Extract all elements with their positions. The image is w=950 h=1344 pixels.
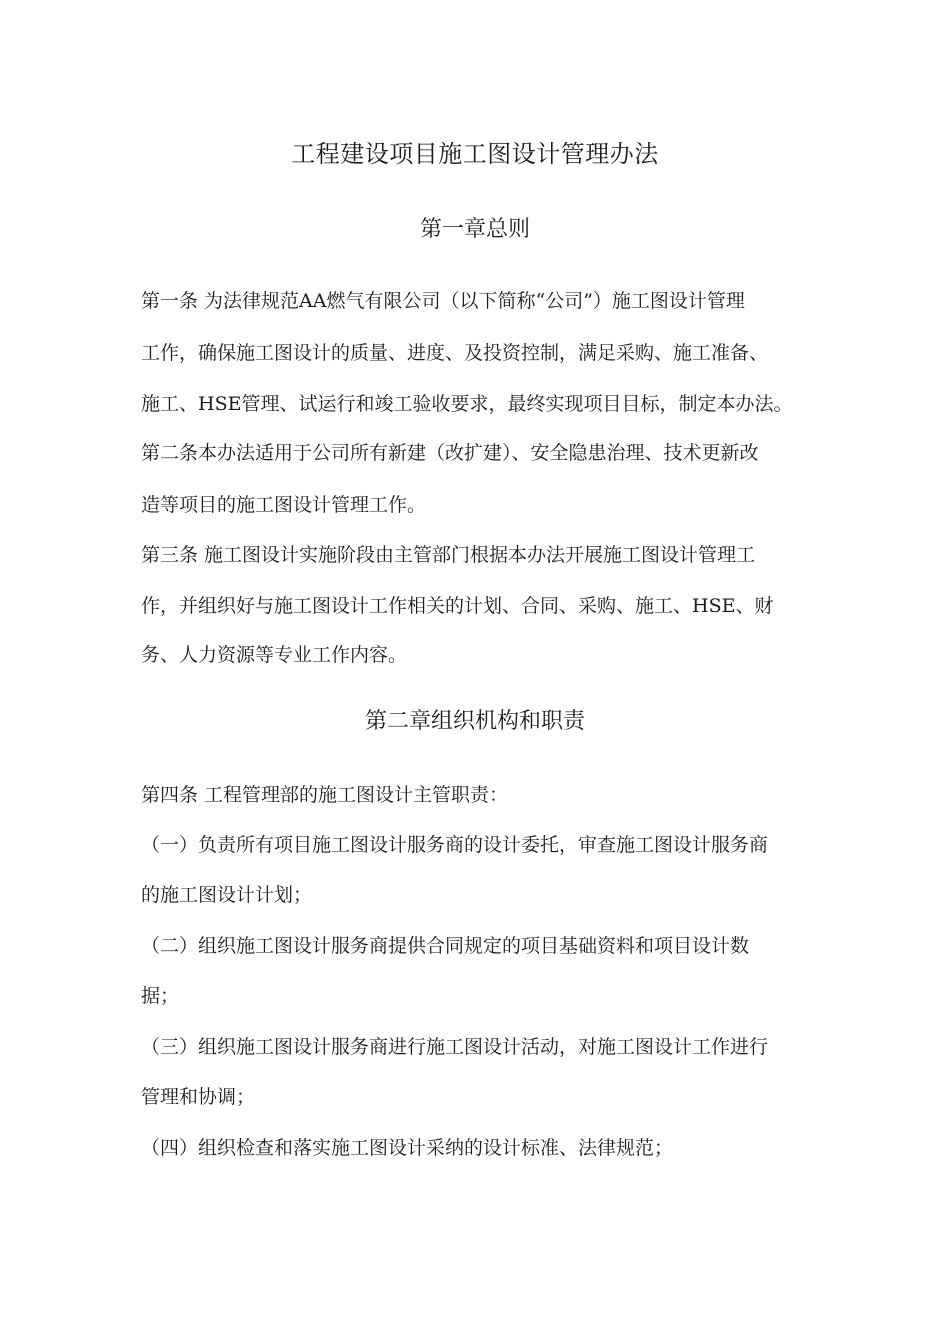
chapter-heading-2: 第二章组织机构和职责 [364, 709, 585, 734]
body-line: 第二条本办法适用于公司所有新建（改扩建）、安全隐患治理、技术更新改 [141, 442, 759, 464]
body-line: （一）负责所有项目施工图设计服务商的设计委托，审查施工图设计服务商 [141, 834, 769, 856]
body-line: 作，并组织好与施工图设计工作相关的计划、合同、采购、施工、HSE、财 [141, 595, 774, 617]
body-line: 工作，确保施工图设计的质量、进度、及投资控制，满足采购、施工准备、 [141, 342, 769, 364]
body-line: 第一条 为法律规范AA燃气有限公司（以下简称“公司”）施工图设计管理 [141, 290, 745, 312]
body-line: 的施工图设计计划； [141, 884, 313, 906]
body-line: 造等项目的施工图设计管理工作。 [141, 494, 427, 516]
chapter-heading-1: 第一章总则 [419, 217, 530, 242]
body-line: 施工、HSE管理、试运行和竣工验收要求，最终实现项目目标，制定本办法。 [141, 393, 793, 415]
body-line: （四）组织检查和落实施工图设计采纳的设计标准、法律规范； [141, 1137, 674, 1159]
body-line: （二）组织施工图设计服务商提供合同规定的项目基础资料和项目设计数 [141, 935, 750, 957]
body-line: 第三条 施工图设计实施阶段由主管部门根据本办法开展施工图设计管理工 [141, 544, 756, 566]
body-line: 据； [141, 985, 180, 1007]
document-title: 工程建设项目施工图设计管理办法 [291, 140, 659, 168]
body-line: （三）组织施工图设计服务商进行施工图设计活动，对施工图设计工作进行 [141, 1036, 769, 1058]
body-line: 务、人力资源等专业工作内容。 [141, 644, 408, 666]
body-line: 第四条 工程管理部的施工图设计主管职责： [141, 784, 509, 806]
body-line: 管理和协调； [141, 1086, 256, 1108]
